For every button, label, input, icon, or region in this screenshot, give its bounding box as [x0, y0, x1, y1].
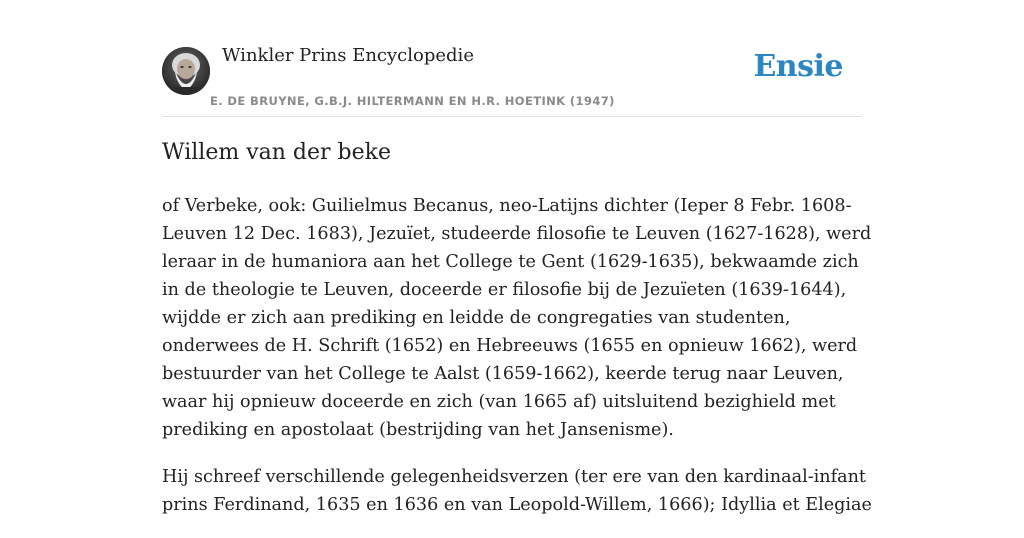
authors-line: E. DE BRUYNE, G.B.J. HILTERMANN EN H.R. HOETINK (1947) [210, 94, 615, 108]
body-paragraph: of Verbeke, ook: Guilielmus Becanus, neo-Latijns dichter (Ieper 8 Febr. 1608- Leuven 12 Dec. 1683), Jezuïet, studeerde filosofie te Leuven (1627-1628), werd leraar in de humaniora aan het College te Gent (1629-1635), bekwaamde zich in de theologie te Leuven, doceerde er filosofie bij de Jezuïeten (1639-1644), wijdde er zich aan prediking en leidde de congregaties van studenten, onderwees de H. Schrift (1652) en Hebreeuws (1655 en opnieuw 1662), werd bestuurder van het College te Aalst (1659-1662), keerde terug naar Leuven, waar hij opnieuw doceerde en zich (van 1665 af) uitsluitend bezighield met prediking en apostolaat (bestrijding van het Jansenisme). [162, 196, 872, 440]
site-header [162, 0, 862, 117]
page [162, 0, 872, 515]
entry-title: Willem van der beke [162, 140, 391, 165]
site-title[interactable]: Winkler Prins Encyclopedie [222, 45, 474, 66]
brand-logo-link[interactable]: Ensie [753, 49, 843, 84]
portrait-avatar-icon[interactable] [162, 47, 210, 95]
body-paragraph: Hij schreef verschillende gelegenheidsverzen (ter ere van den kardinaal-infant prins Ferdinand, 1635 en 1636 en van Leopold-Willem, 1666); Idyllia et Elegiae [162, 467, 872, 515]
entry-body [162, 192, 872, 538]
